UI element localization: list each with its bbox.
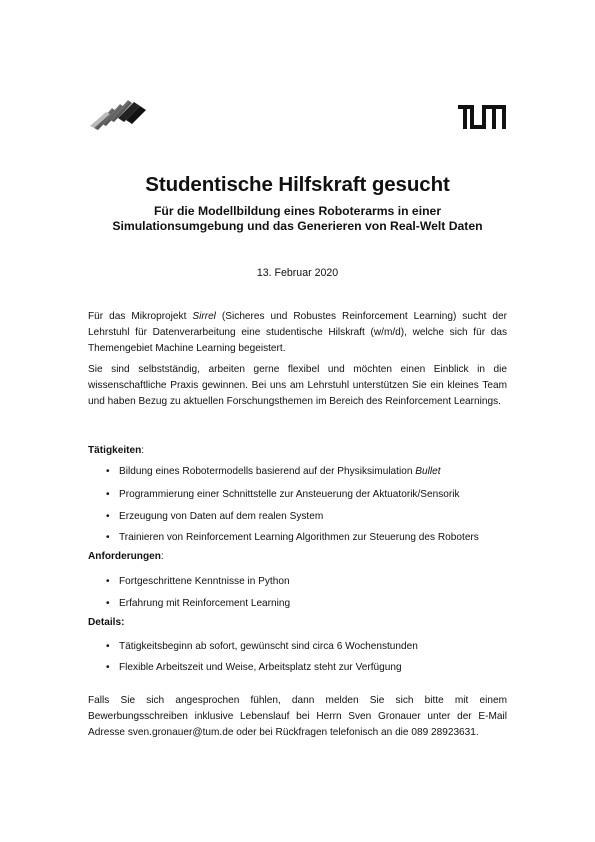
subtitle-line: Simulationsumgebung und das Generieren von Real-Welt Daten [112, 218, 483, 233]
intro-text: Für das Mikroprojekt [88, 311, 193, 322]
bullet-icon: • [106, 489, 110, 500]
item-text: Flexible Arbeitszeit und Weise, Arbeitsplatz steht zur Verfügung [119, 662, 402, 673]
closing-paragraph: Falls Sie sich angesprochen fühlen, dann melden Sie sich bitte mit einem Bewerbungsschreiben inklusive Lebenslauf bei Herrn Sven Gronauer unter der E-Mail Adresse sven.gronauer@tum.de oder bei Rückfragen telefonisch an die 089 28923631. [88, 695, 507, 738]
intro-paragraph-1 [88, 309, 507, 357]
item-text: Programmierung einer Schnittstelle zur Ansteuerung der Aktuatorik/Sensorik [119, 489, 460, 500]
item-text: Tätigkeitsbeginn ab sofort, gewünscht sind circa 6 Wochenstunden [119, 641, 418, 652]
bullet-icon: • [106, 511, 110, 522]
bullet-icon: • [106, 662, 110, 673]
bullet-icon: • [106, 532, 110, 543]
subtitle-line: Für die Modellbildung eines Roboterarms in einer [153, 204, 442, 218]
tum-logo-icon [458, 105, 506, 129]
bullet-icon: • [106, 598, 110, 609]
heading-text: Tätigkeiten [88, 445, 142, 456]
item-text: Erzeugung von Daten auf dem realen System [119, 511, 324, 522]
item-text: Erfahrung mit Reinforcement Learning [119, 598, 291, 609]
section-heading-details: Details: [88, 617, 125, 628]
heading-text: Anforderungen [88, 551, 161, 562]
item-emphasis: Bullet [415, 466, 441, 477]
subtitle [40, 204, 555, 233]
intro-paragraph-2: Sie sind selbstständig, arbeiten gerne flexibel und möchten einen Einblick in die wissenschaftliche Praxis gewinnen. Bei uns am Lehrstuhl unterstützen Sie ein kleines Team und haben Bezug zu aktuellen Forschungsthemen im Bereich des Reinforcement Learnings. [88, 364, 507, 407]
date: 13. Februar 2020 [256, 267, 339, 279]
heading-colon: : [141, 445, 145, 456]
item-text: Bildung eines Robotermodells basierend auf der Physiksimulation [119, 466, 416, 477]
section-heading-anforderungen [88, 551, 164, 562]
bullet-icon: • [106, 641, 110, 652]
item-text: Fortgeschrittene Kenntnisse in Python [119, 576, 290, 587]
page-title: Studentische Hilfskraft gesucht [145, 173, 450, 196]
bullet-icon: • [106, 466, 110, 477]
item-text: Trainieren von Reinforcement Learning Algorithmen zur Steuerung des Roboters [119, 532, 479, 543]
intro-text: (Sicheres und Robustes Reinforcement Learning) sucht der Lehrstuhl für Datenverarbeitung eine studentische Hilskraft (w/m/d), welche sich für das Themengebiet Machine Learning begeistert. [88, 311, 508, 354]
heading-colon: : [160, 551, 164, 562]
section-heading-taetigkeiten [88, 445, 144, 456]
project-name: Sirrel [192, 311, 216, 322]
ldv-logo-icon [88, 98, 150, 130]
bullet-icon: • [106, 576, 110, 587]
